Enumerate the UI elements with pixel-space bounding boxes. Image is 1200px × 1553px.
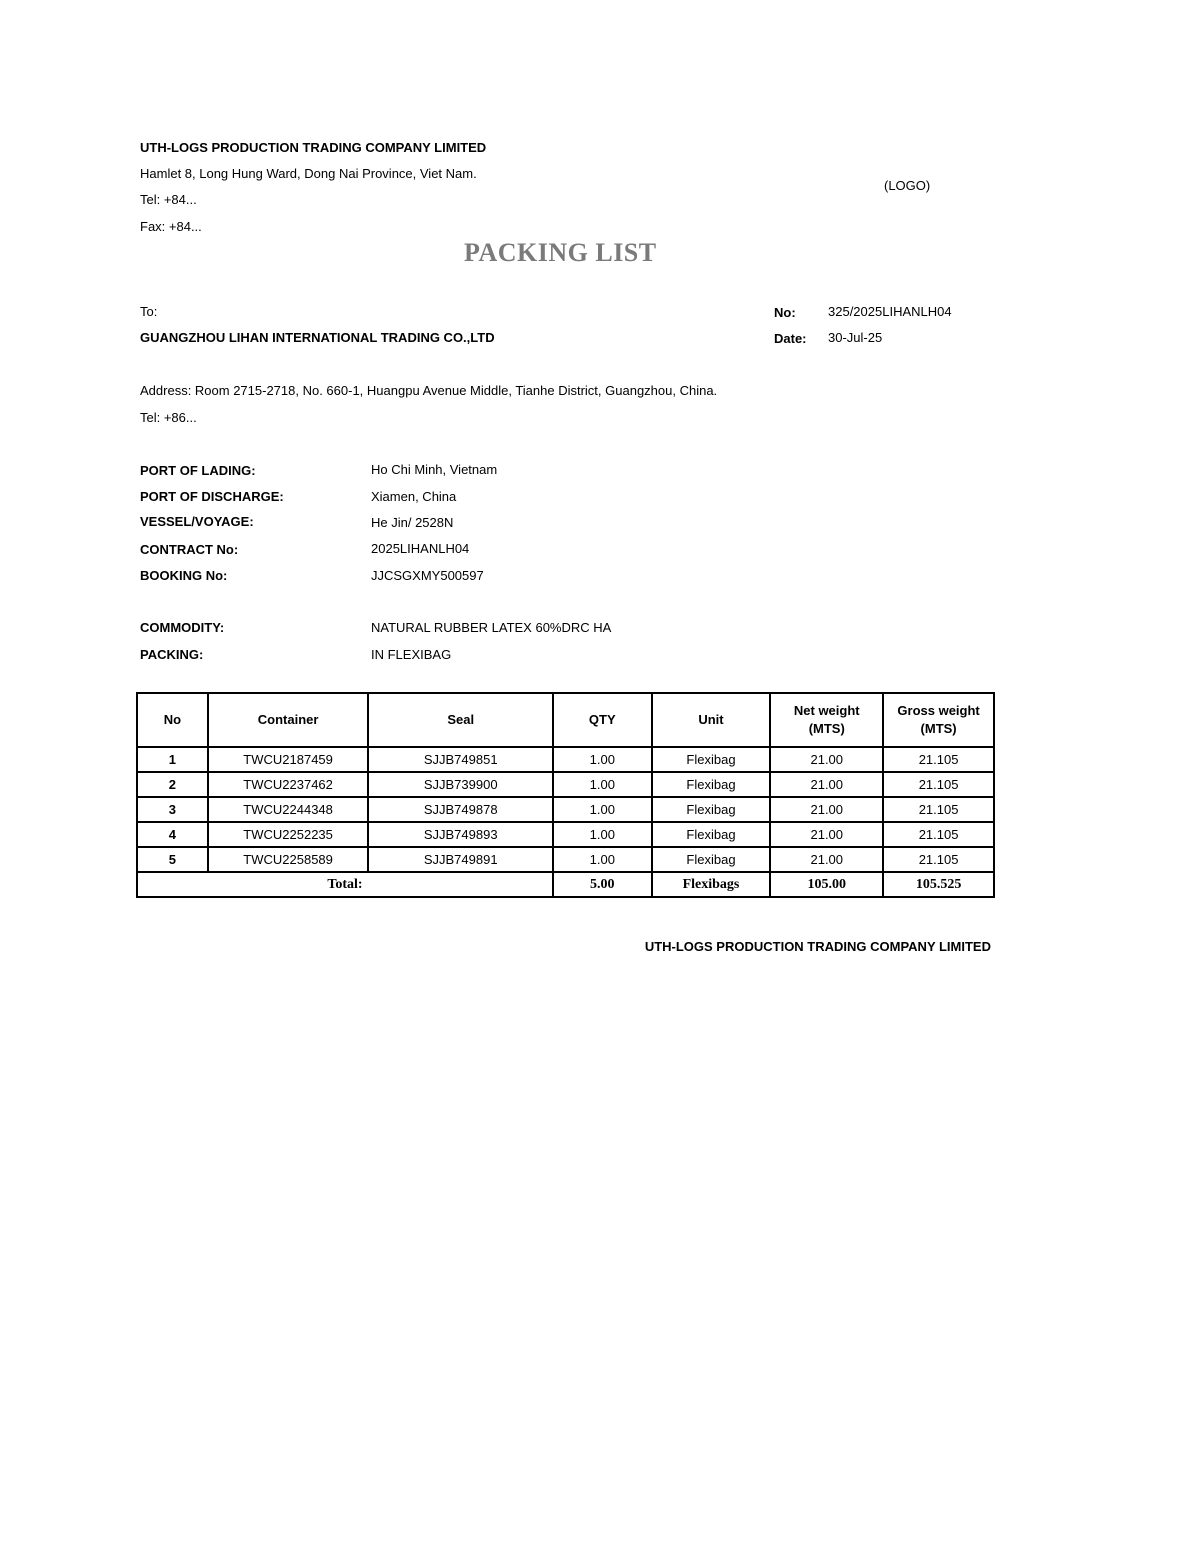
port-of-lading-value: Ho Chi Minh, Vietnam: [371, 462, 498, 477]
cell-container: TWCU2258589: [208, 847, 369, 872]
col-header-no: No: [137, 693, 208, 747]
cell-gross: 21.105: [883, 797, 994, 822]
cell-container: TWCU2187459: [208, 747, 369, 772]
table-row: [137, 847, 994, 872]
cell-container: TWCU2244348: [208, 797, 369, 822]
cell-net: 21.00: [770, 822, 883, 847]
cell-qty: 1.00: [553, 747, 652, 772]
cell-no: 2: [137, 772, 208, 797]
port-of-discharge-value: Xiamen, China: [371, 489, 457, 504]
commodity-value: NATURAL RUBBER LATEX 60%DRC HA: [371, 620, 612, 635]
cell-no: 5: [137, 847, 208, 872]
buyer-tel: Tel: +86...: [140, 410, 197, 425]
cell-net: 21.00: [770, 797, 883, 822]
packing-value: IN FLEXIBAG: [371, 647, 452, 662]
cell-unit: Flexibag: [652, 797, 771, 822]
signature-company: UTH-LOGS PRODUCTION TRADING COMPANY LIMITED: [644, 939, 991, 954]
to-label: To:: [140, 304, 158, 319]
seller-fax: Fax: +84...: [140, 219, 202, 234]
cell-gross: 21.105: [883, 747, 994, 772]
packing-label: PACKING:: [140, 647, 204, 662]
col-header-net-weight: Net weight (MTS): [770, 693, 883, 747]
doc-date-value: 30-Jul-25: [828, 330, 883, 345]
contract-no-value: 2025LIHANLH04: [371, 541, 470, 556]
booking-no-label: BOOKING No:: [140, 568, 228, 583]
cell-unit: Flexibag: [652, 772, 771, 797]
cell-seal: SJJB749851: [368, 747, 553, 772]
cell-gross: 21.105: [883, 847, 994, 872]
total-unit: Flexibags: [652, 872, 771, 897]
booking-no-value: JJCSGXMY500597: [371, 568, 484, 583]
cell-no: 1: [137, 747, 208, 772]
page-title: PACKING LIST: [464, 238, 657, 267]
doc-no-value: 325/2025LIHANLH04: [828, 304, 952, 319]
col-header-seal: Seal: [368, 693, 553, 747]
table-total-row: [137, 872, 994, 897]
seller-address: Hamlet 8, Long Hung Ward, Dong Nai Province, Viet Nam.: [140, 166, 477, 181]
cell-net: 21.00: [770, 847, 883, 872]
buyer-address: Address: Room 2715-2718, No. 660-1, Huangpu Avenue Middle, Tianhe District, Guangzhou, China.: [140, 383, 718, 398]
col-header-container: Container: [208, 693, 369, 747]
cell-no: 3: [137, 797, 208, 822]
cell-unit: Flexibag: [652, 822, 771, 847]
table-header-row: [137, 693, 994, 747]
table-row: [137, 822, 994, 847]
table-row: [137, 772, 994, 797]
seller-name: UTH-LOGS PRODUCTION TRADING COMPANY LIMITED: [140, 140, 487, 155]
cell-seal: SJJB749878: [368, 797, 553, 822]
cell-seal: SJJB749893: [368, 822, 553, 847]
cell-qty: 1.00: [553, 772, 652, 797]
cell-qty: 1.00: [553, 822, 652, 847]
port-of-lading-label: PORT OF LADING:: [140, 463, 256, 478]
total-label: Total:: [137, 872, 553, 897]
table-row: [137, 747, 994, 772]
port-of-discharge-label: PORT OF DISCHARGE:: [140, 489, 284, 504]
cell-gross: 21.105: [883, 822, 994, 847]
vessel-voyage-label: VESSEL/VOYAGE:: [140, 514, 254, 529]
cell-net: 21.00: [770, 772, 883, 797]
doc-date-label: Date:: [774, 331, 807, 346]
buyer-name: GUANGZHOU LIHAN INTERNATIONAL TRADING CO.,LTD: [140, 330, 495, 345]
doc-no-label: No:: [774, 305, 796, 320]
table-row: [137, 797, 994, 822]
total-gross: 105.525: [883, 872, 994, 897]
packing-table: [136, 692, 995, 898]
cell-seal: SJJB749891: [368, 847, 553, 872]
contract-no-label: CONTRACT No:: [140, 542, 239, 557]
total-qty: 5.00: [553, 872, 652, 897]
cell-gross: 21.105: [883, 772, 994, 797]
seller-tel: Tel: +84...: [140, 192, 197, 207]
cell-unit: Flexibag: [652, 747, 771, 772]
cell-container: TWCU2237462: [208, 772, 369, 797]
cell-qty: 1.00: [553, 847, 652, 872]
col-header-unit: Unit: [652, 693, 771, 747]
cell-container: TWCU2252235: [208, 822, 369, 847]
cell-seal: SJJB739900: [368, 772, 553, 797]
cell-no: 4: [137, 822, 208, 847]
commodity-label: COMMODITY:: [140, 620, 225, 635]
total-net: 105.00: [770, 872, 883, 897]
logo-placeholder: (LOGO): [884, 178, 931, 193]
cell-net: 21.00: [770, 747, 883, 772]
vessel-voyage-value: He Jin/ 2528N: [371, 515, 454, 530]
cell-unit: Flexibag: [652, 847, 771, 872]
col-header-qty: QTY: [553, 693, 652, 747]
col-header-gross-weight: Gross weight (MTS): [883, 693, 994, 747]
cell-qty: 1.00: [553, 797, 652, 822]
